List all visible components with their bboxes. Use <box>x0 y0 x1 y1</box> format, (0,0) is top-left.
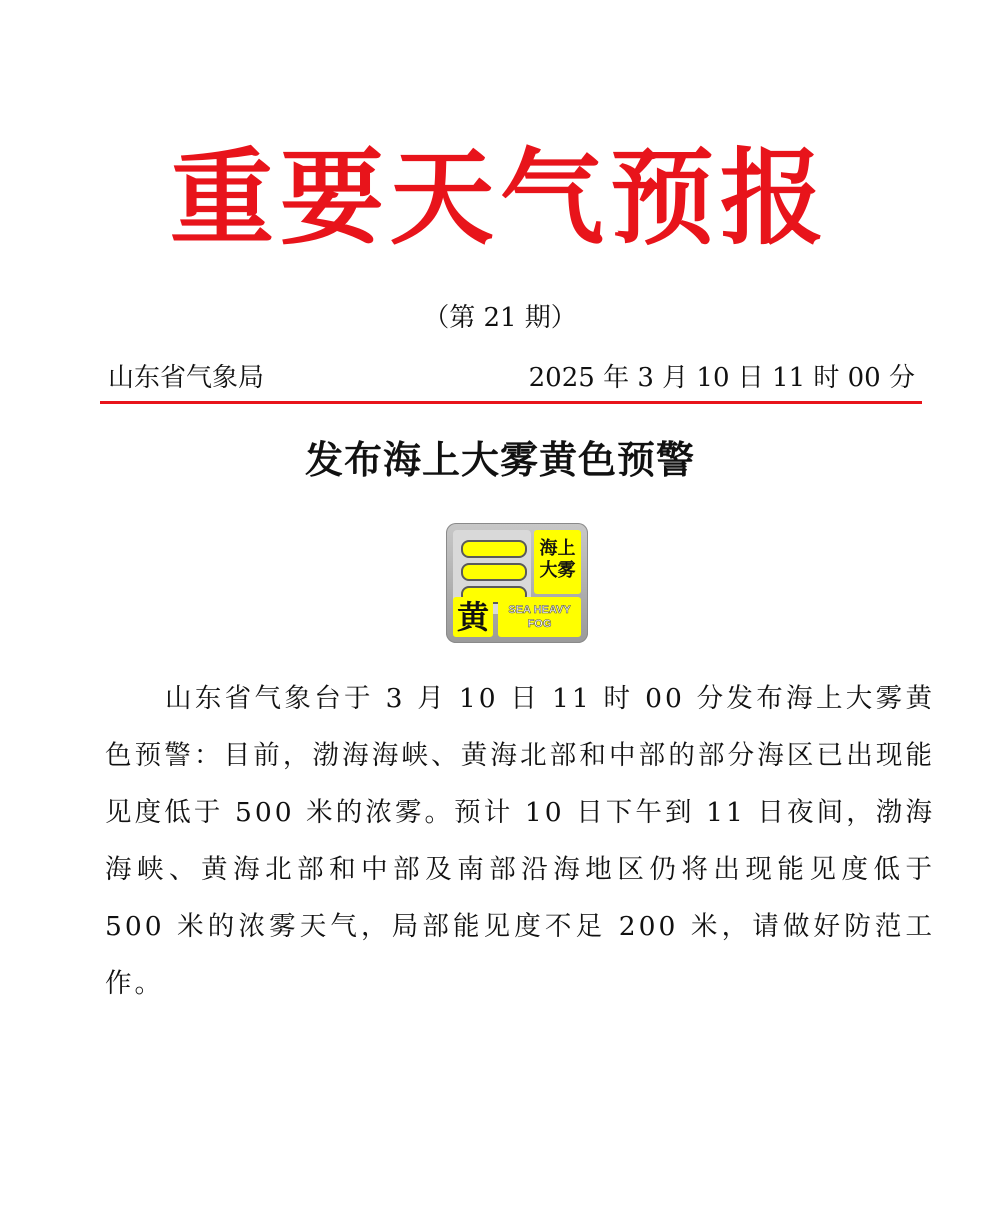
fog-bar <box>461 540 527 558</box>
meta-row <box>100 360 915 396</box>
hazard-label-line1: 海上 <box>539 538 576 559</box>
fog-bar <box>461 563 527 581</box>
masthead-title: 重要天气预报 <box>169 136 830 259</box>
issue-number: （第 21 期） <box>423 303 577 333</box>
english-label-line1: SEA HEAVY <box>508 604 571 616</box>
hazard-label <box>534 530 581 594</box>
hazard-label-line2: 大雾 <box>539 560 576 581</box>
english-label-line2: FOG <box>527 618 552 630</box>
warning-body-paragraph: 山东省气象台于 3 月 10 日 11 时 00 分发布海上大雾黄色预警：目前，渤海海峡、黄海北部和中部的部分海区已出现能见度低于 500 米的浓雾。预计 10 日下午到 11 日夜间，渤海海峡、黄海北部和中部及南部沿海地区仍将出现能见度低于 500 米的浓雾天气，局部能见度不足 200 米，请做好防范工作。 <box>105 683 935 999</box>
red-divider <box>100 401 922 404</box>
sea-heavy-fog-yellow-warning-icon <box>446 523 588 643</box>
english-hazard-label <box>498 597 581 637</box>
issue-datetime: 2025 年 3 月 10 日 11 时 00 分 <box>528 363 915 393</box>
warning-headline: 发布海上大雾黄色预警 <box>304 437 695 482</box>
issuer-name: 山东省气象局 <box>108 363 265 393</box>
warning-level-char: 黄 <box>453 597 493 637</box>
